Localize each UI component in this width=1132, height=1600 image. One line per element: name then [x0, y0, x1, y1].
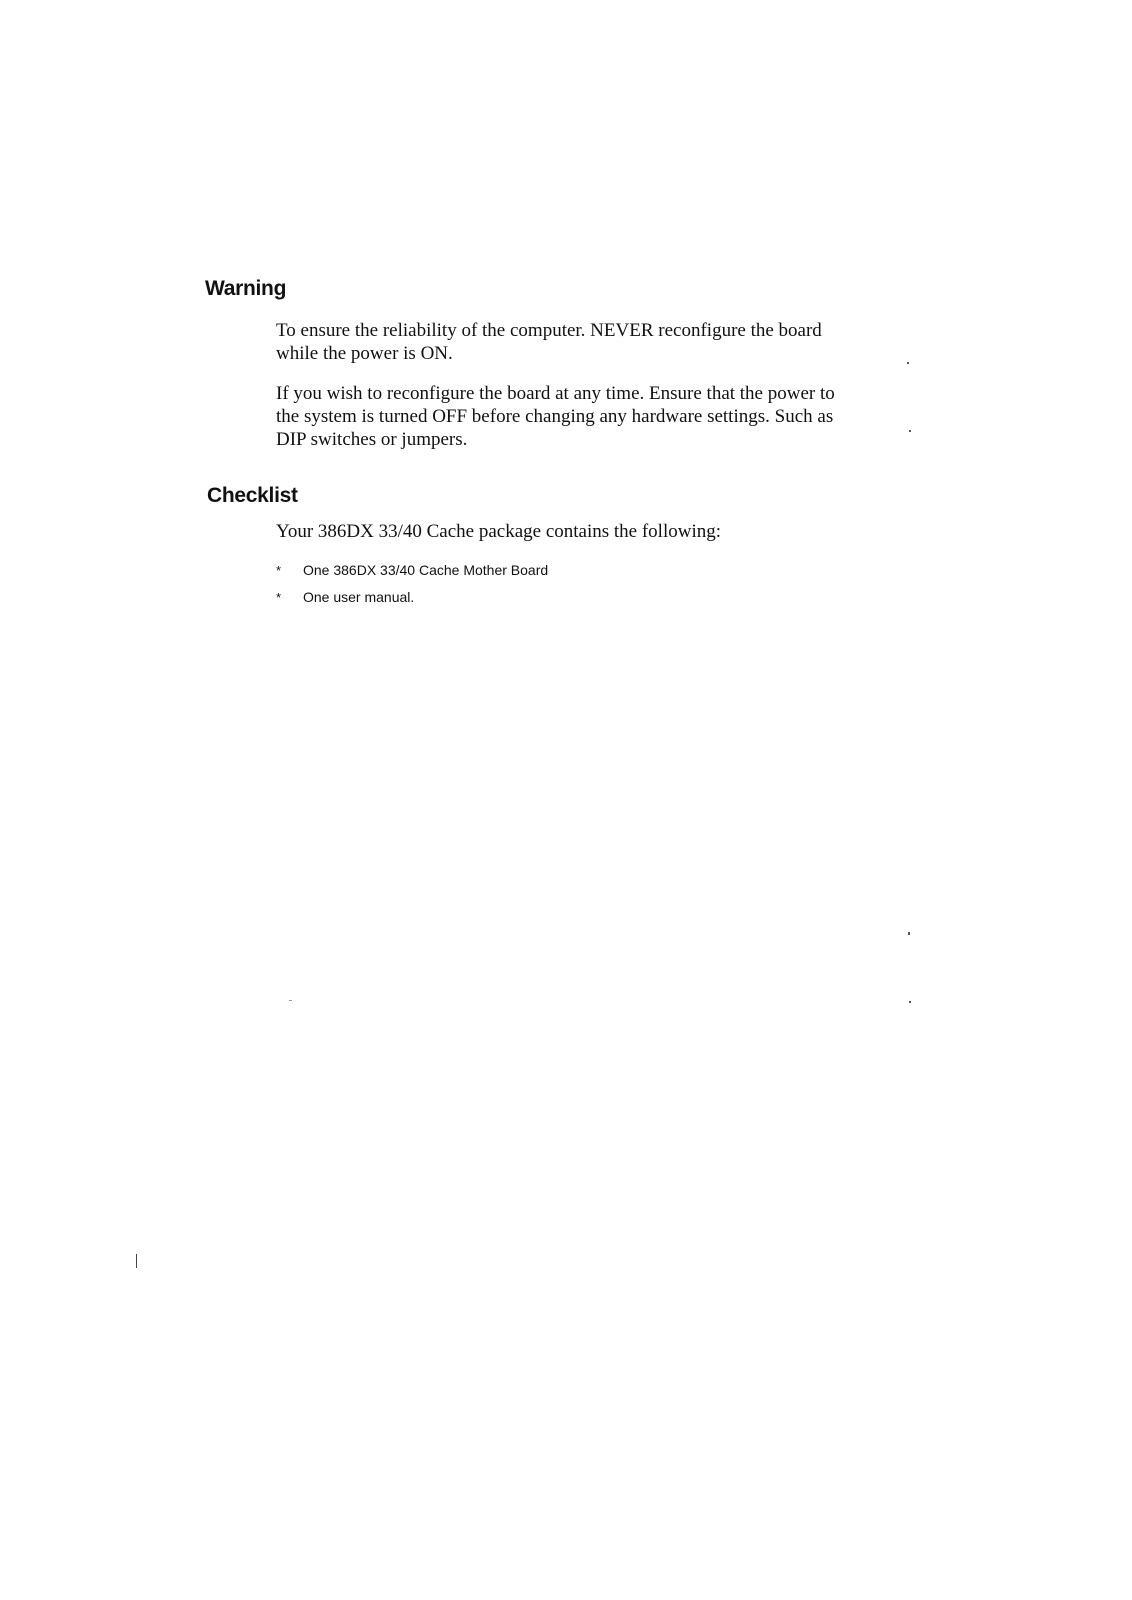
- list-item: [276, 584, 548, 611]
- scan-speck: [909, 1001, 911, 1003]
- checklist-heading: Checklist: [207, 484, 298, 507]
- scan-speck: [907, 362, 909, 364]
- list-item-text: One user manual.: [303, 589, 415, 605]
- list-item: [276, 557, 548, 584]
- list-item-text: One 386DX 33/40 Cache Mother Board: [303, 562, 549, 578]
- scan-speck: [909, 430, 911, 432]
- scan-speck: [289, 1000, 292, 1001]
- checklist-items: [276, 557, 548, 611]
- scan-speck: [908, 932, 910, 935]
- bullet-icon: *: [276, 590, 282, 605]
- warning-heading: Warning: [205, 277, 287, 300]
- warning-paragraph-2: If you wish to reconfigure the board at any time. Ensure that the power to the system is turned OFF before changing any hardware settings. Such as DIP switches or jumpers.: [276, 383, 835, 450]
- checklist-intro: Your 386DX 33/40 Cache package contains the following:: [276, 521, 722, 542]
- bullet-icon: *: [276, 563, 282, 578]
- warning-paragraph-1: To ensure the reliability of the computer. NEVER reconfigure the board while the power is ON.: [276, 320, 822, 364]
- scan-speck: [136, 1254, 137, 1268]
